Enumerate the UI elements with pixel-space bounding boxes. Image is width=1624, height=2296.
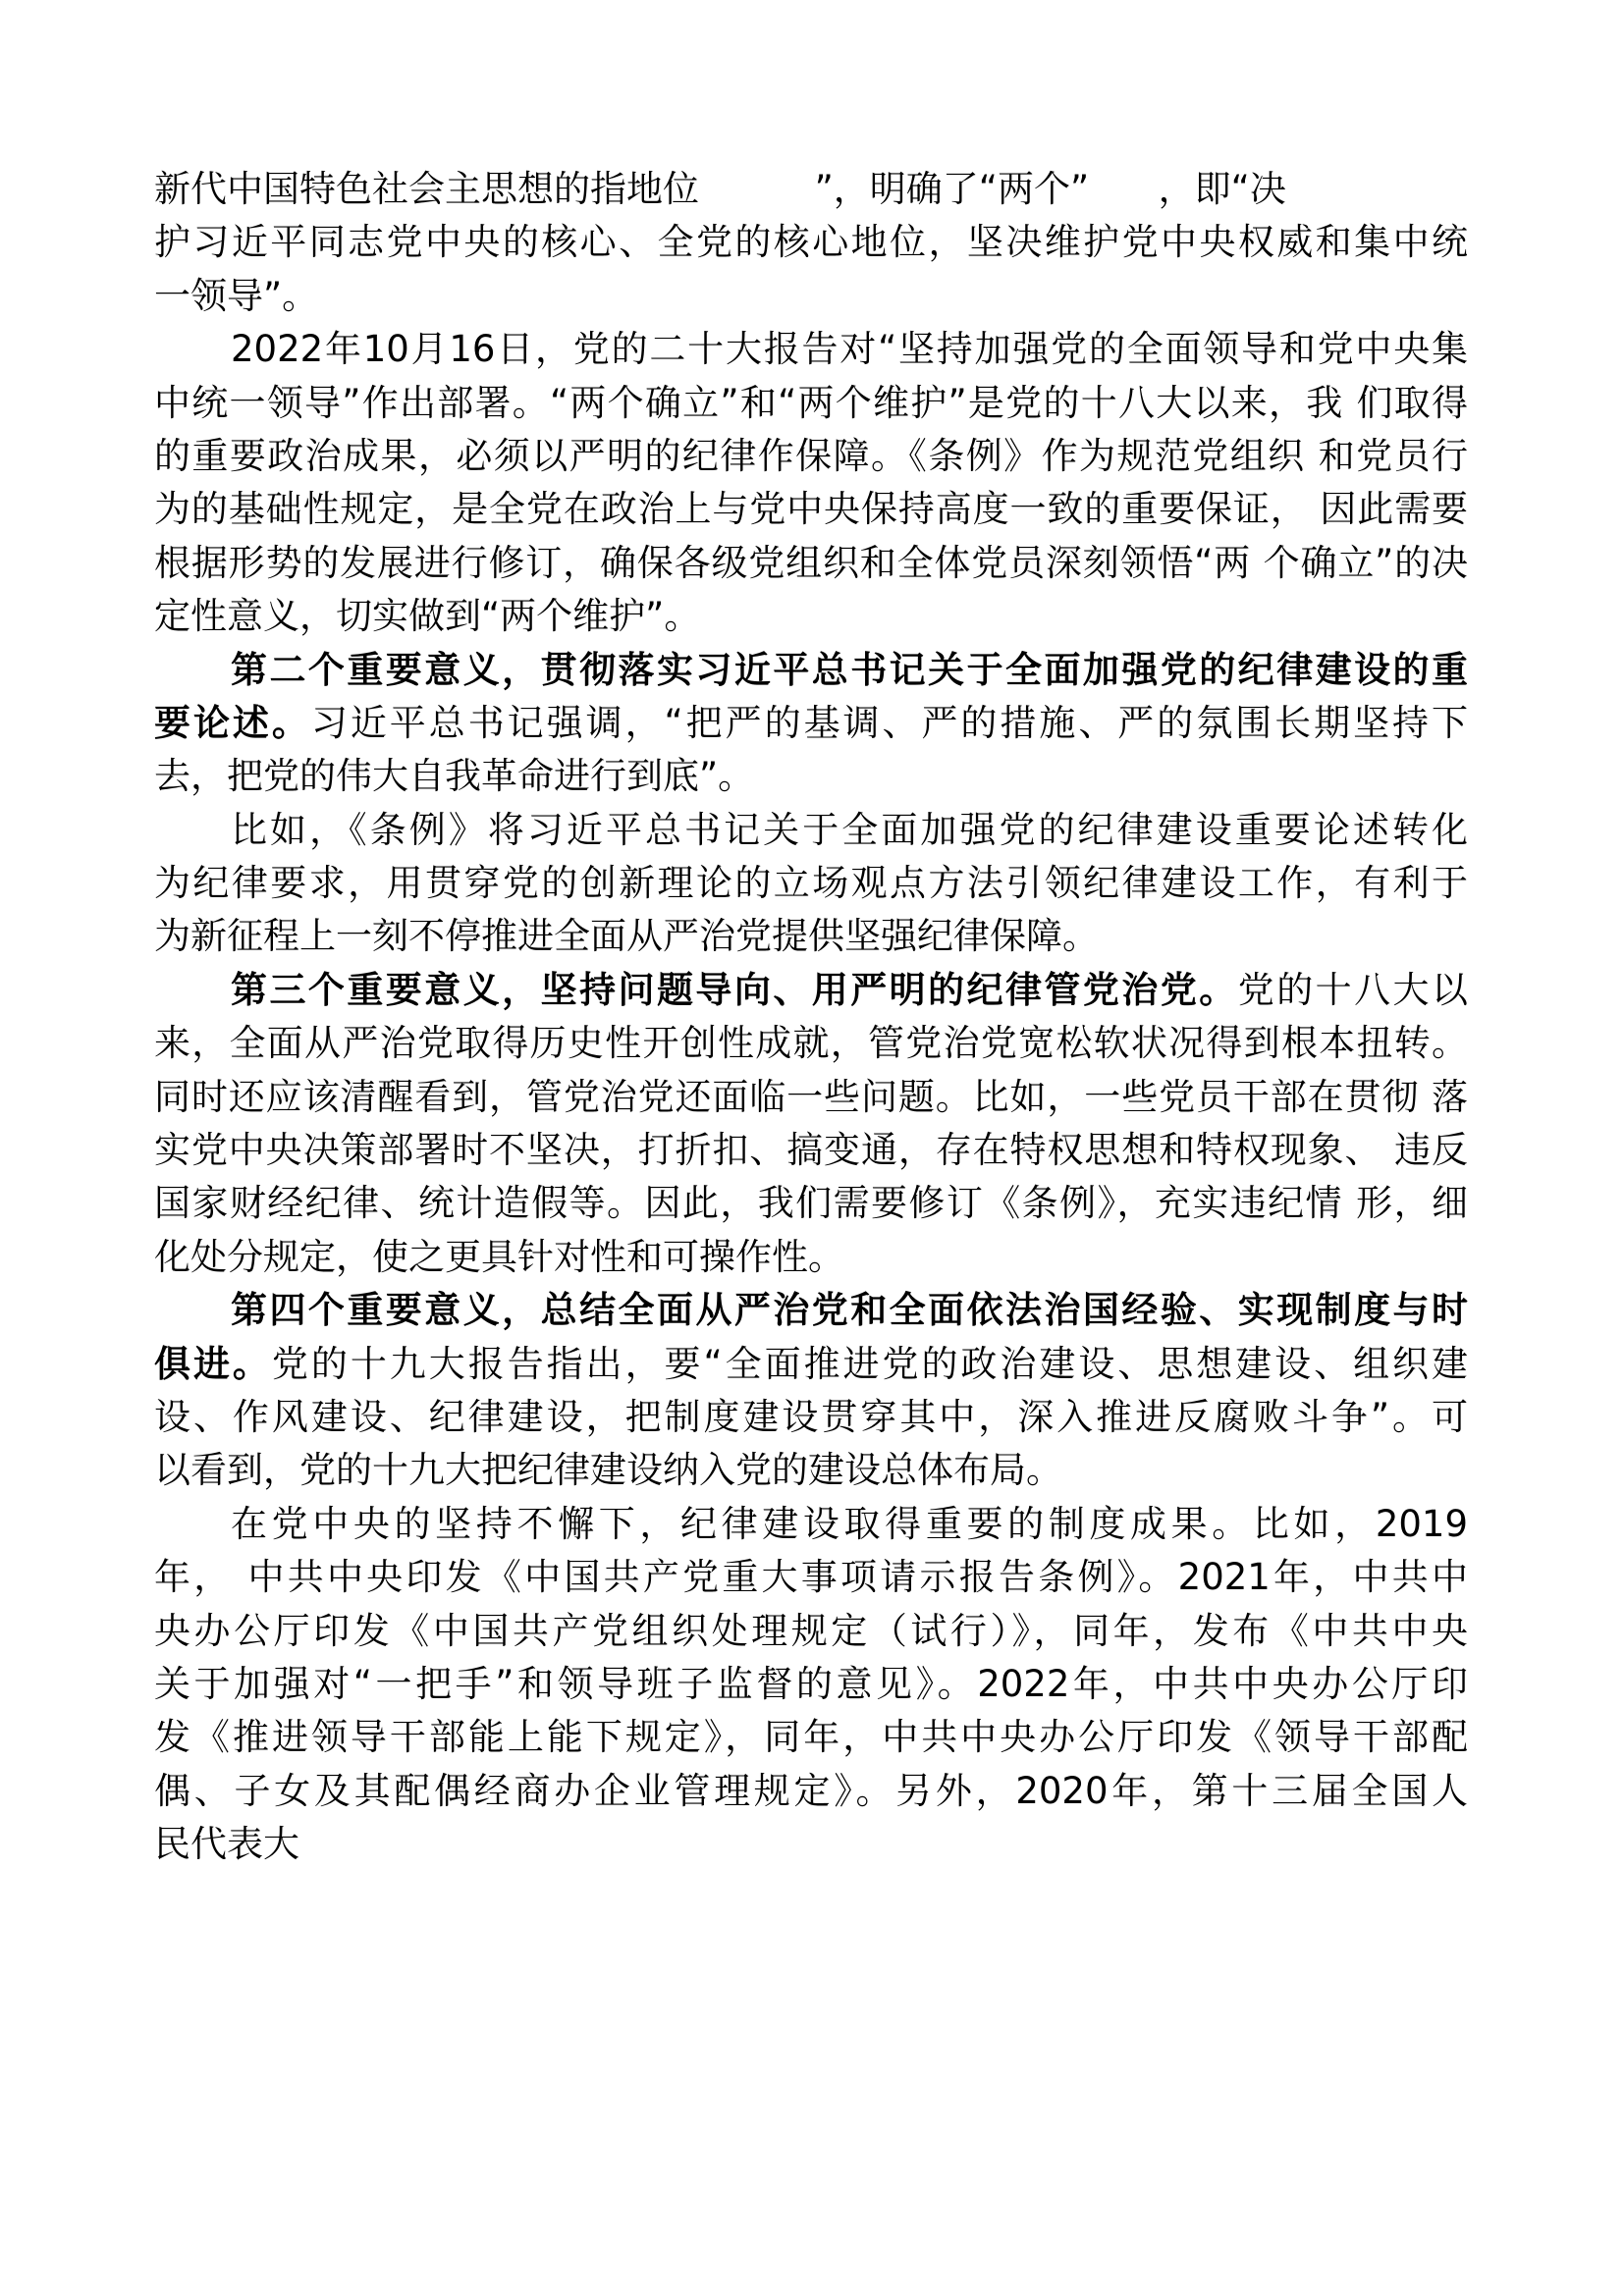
body-text: 党的十八大以 [1237,968,1469,1011]
text-line [154,750,1468,803]
text-line [154,163,1468,216]
body-text: 比如，《条例》将习近平总书记关于全面加强党的纪律建设重要论述转化 [231,808,1468,851]
text-line [154,323,1468,376]
text-line [154,1071,1468,1124]
body-text: 实党中央决策部署时不坚决，打折扣、搞变通，存在特权思想和特权现象、 违反 [154,1129,1468,1172]
text-line [154,1284,1468,1337]
text-line [154,590,1468,643]
text-line [154,697,1468,750]
text-line [154,1124,1468,1177]
text-line [154,537,1468,590]
text-line [154,377,1468,430]
body-text: 民代表大 [154,1823,299,1866]
body-text: 偶、子女及其配偶经商办企业管理规定》。另外，2020年，第十三届全国人 [154,1769,1468,1812]
body-text: 定性意义，切实做到“两个维护”。 [154,595,701,638]
body-text: 以看到，党的十九大把纪律建设纳入党的建设总体布局。 [154,1449,1062,1492]
body-text: 关于加强对“一把手”和领导班子监督的意见》。2022年，中共中央办公厅印 [154,1662,1468,1705]
text-line [154,1498,1468,1551]
text-line [154,1391,1468,1444]
body-text: 中统一领导”作出部署。“两个确立”和“两个维护”是党的十八大以来，我 们取得 [154,381,1468,424]
text-line [154,804,1468,857]
text-line [154,1551,1468,1604]
text-line [154,1017,1468,1070]
bold-heading-text: 第三个重要意义，坚持问题导向、用严明的纪律管党治党。 [231,968,1238,1011]
body-text: 护习近平同志党中央的核心、全党的核心地位，坚决维护党中央权威和集中统 [154,221,1468,264]
text-line [154,1711,1468,1764]
bold-heading-text: 第四个重要意义，总结全面从严治党和全面依法治国经验、实现制度与时 [231,1289,1468,1332]
body-text: 党的十九大报告指出，要“全面推进党的政治建设、思想建设、组织建 [271,1342,1469,1385]
body-text: 一领导”。 [154,274,319,317]
body-text: 来，全面从严治党取得历史性开创性成就，管党治党宽松软状况得到根本扭转。 [154,1022,1468,1065]
body-text: 2022年10月16日，党的二十大报告对“坚持加强党的全面领导和党中央集 [231,328,1468,371]
body-text: 新代中国特色社会主思想的指地位 ”，明确了“两个” ，即“决 [154,168,1286,210]
text-line [154,1444,1468,1497]
text-line [154,483,1468,536]
text-line [154,1605,1468,1658]
text-line [154,270,1468,323]
body-text: 为纪律要求，用贯穿党的创新理论的立场观点方法引领纪律建设工作，有利于 [154,862,1468,905]
body-text: 习近平总书记强调，“把严的基调、严的措施、严的氛围长期坚持下 [310,701,1468,744]
body-text: 年， 中共中央印发《中国共产党重大事项请示报告条例》。2021年，中共中 [154,1556,1468,1599]
body-text: 国家财经纪律、统计造假等。因此，我们需要修订《条例》，充实违纪情 形，细 [154,1182,1468,1225]
body-text: 同时还应该清醒看到，管党治党还面临一些问题。比如，一些党员干部在贯彻 落 [154,1075,1468,1118]
bold-heading-text: 第二个重要意义，贯彻落实习近平总书记关于全面加强党的纪律建设的重 [231,648,1468,691]
body-text: 根据形势的发展进行修订，确保各级党组织和全体党员深刻领悟“两 个确立”的决 [154,541,1468,584]
text-line [154,910,1468,963]
text-line [154,1765,1468,1818]
text-line [154,1338,1468,1391]
text-line [154,644,1468,697]
body-text: 的重要政治成果，必须以严明的纪律作保障。《条例》作为规范党组织 和党员行 [154,434,1468,477]
text-line [154,1818,1468,1871]
body-text: 在党中央的坚持不懈下，纪律建设取得重要的制度成果。比如，2019 [231,1502,1468,1545]
body-text: 化处分规定，使之更具针对性和可操作性。 [154,1235,844,1278]
text-line [154,964,1468,1017]
text-line [154,216,1468,269]
body-text: 为的基础性规定，是全党在政治上与党中央保持高度一致的重要保证， 因此需要 [154,488,1468,531]
bold-heading-text: 要论述。 [154,701,311,744]
body-text: 去，把党的伟大自我革命进行到底”。 [154,755,755,798]
text-line [154,1177,1468,1230]
body-text: 发《推进领导干部能上能下规定》，同年，中共中央办公厅印发《领导干部配 [154,1716,1468,1759]
bold-heading-text: 俱进。 [154,1342,272,1385]
document-body [154,163,1468,1872]
body-text: 央办公厅印发《中国共产党组织处理规定（试行）》，同年，发布《中共中央 [154,1609,1468,1652]
body-text: 为新征程上一刻不停推进全面从严治党提供坚强纪律保障。 [154,915,1099,958]
text-line [154,1658,1468,1711]
text-line [154,430,1468,483]
body-text: 设、作风建设、纪律建设，把制度建设贯穿其中，深入推进反腐败斗争”。可 [154,1395,1468,1438]
text-line [154,1231,1468,1284]
text-line [154,857,1468,910]
